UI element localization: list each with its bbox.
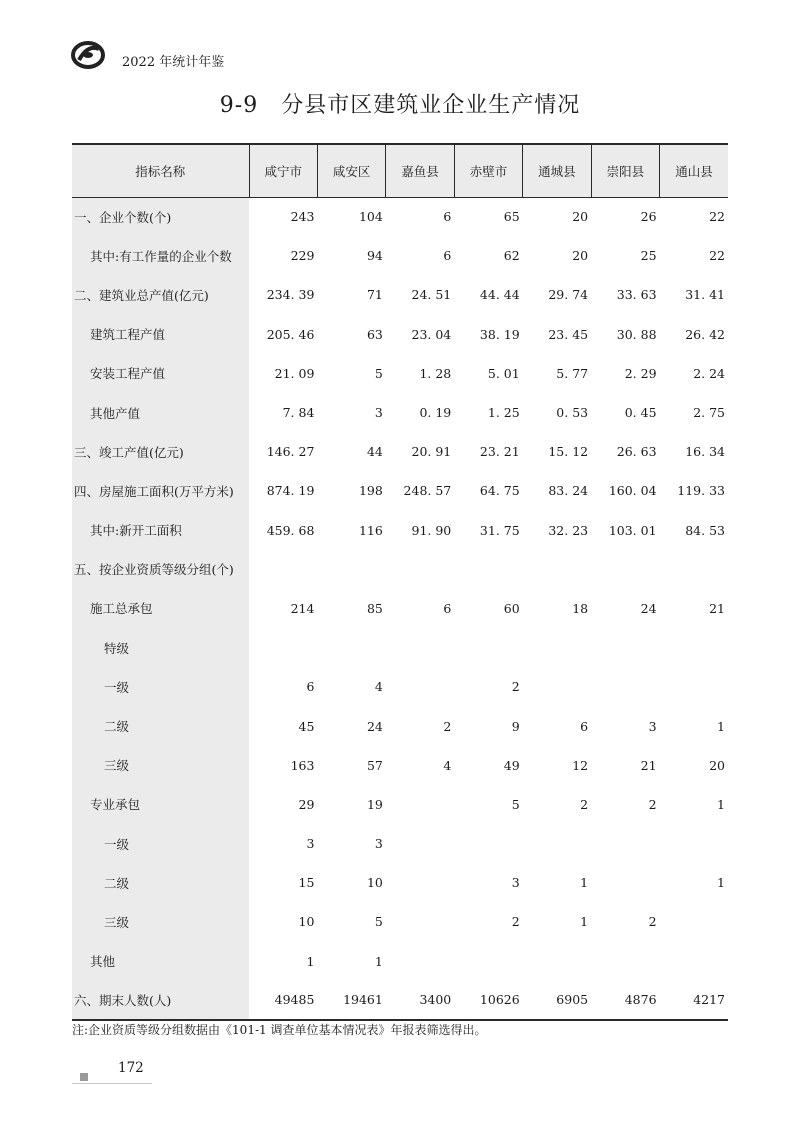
yearbook-header-label: 2022 年统计年鉴 <box>122 55 225 70</box>
table-cell <box>591 863 659 902</box>
table-row <box>72 628 728 667</box>
table-row <box>72 354 728 393</box>
table-cell: 104 <box>358 209 383 225</box>
table-cell <box>386 902 454 941</box>
table-cell <box>523 824 591 863</box>
table-cell: 63 <box>366 326 383 342</box>
table-cell <box>523 550 591 589</box>
column-header: 咸宁市 <box>249 144 317 197</box>
row-label: 四、房屋施工面积(万平方米) <box>72 471 249 510</box>
table-cell: 2 <box>511 914 520 930</box>
table-cell: 24 <box>366 718 383 734</box>
table-header-row <box>72 144 728 197</box>
table-cell: 2. 24 <box>693 365 725 381</box>
table-cell: 15 <box>298 875 315 891</box>
table-cell: 83. 24 <box>548 483 589 499</box>
table-cell: 26. 42 <box>685 326 725 342</box>
table-cell: 30. 88 <box>616 326 657 342</box>
table-cell: 57 <box>366 757 383 773</box>
table-row <box>72 197 728 236</box>
column-header: 崇阳县 <box>591 144 659 197</box>
table-cell <box>591 667 659 706</box>
table-cell: 31. 75 <box>479 522 520 538</box>
row-label: 其他 <box>72 942 249 981</box>
row-label: 二级 <box>72 863 249 902</box>
table-cell <box>591 824 659 863</box>
table-cell <box>386 550 454 589</box>
table-cell: 60 <box>503 600 520 616</box>
table-cell: 10626 <box>454 981 522 1020</box>
table-cell: 5. 77 <box>556 365 589 381</box>
page-marker <box>80 1073 88 1081</box>
table-cell: 3 <box>306 836 315 852</box>
table-row <box>72 432 728 471</box>
table-cell: 26 <box>640 209 657 225</box>
table-cell: 71 <box>366 287 383 303</box>
table-cell: 31. 41 <box>685 287 725 303</box>
table-cell: 29 <box>298 796 315 812</box>
table-cell: 2 <box>443 718 452 734</box>
row-label: 其中:新开工面积 <box>72 511 249 550</box>
table-row <box>72 315 728 354</box>
table-cell: 38. 19 <box>479 326 520 342</box>
table-row <box>72 236 728 275</box>
table-cell: 459. 68 <box>266 522 315 538</box>
table-cell: 2. 75 <box>693 405 725 421</box>
page-title: 9-9 分县市区建筑业企业生产情况 <box>219 93 581 118</box>
table-cell: 29. 74 <box>548 287 589 303</box>
table-cell <box>454 628 522 667</box>
row-label: 一级 <box>72 667 249 706</box>
table-cell: 33. 63 <box>616 287 657 303</box>
table-cell: 23. 21 <box>479 444 520 460</box>
table-cell: 0. 19 <box>419 405 452 421</box>
table-cell: 1 <box>306 953 315 969</box>
table-cell: 20. 91 <box>411 444 452 460</box>
table-cell: 163 <box>290 757 315 773</box>
table-cell <box>660 667 728 706</box>
table-cell: 94 <box>366 248 383 264</box>
table-cell <box>386 942 454 981</box>
table-cell: 9 <box>511 718 520 734</box>
table-cell: 6 <box>443 209 452 225</box>
table-row <box>72 667 728 706</box>
table-cell: 65 <box>503 209 520 225</box>
table-cell: 198 <box>358 483 383 499</box>
table-cell: 16. 34 <box>685 444 725 460</box>
table-cell: 49485 <box>249 981 317 1020</box>
table-row <box>72 863 728 902</box>
table-cell: 4217 <box>660 981 728 1020</box>
footer-rule <box>72 1083 152 1084</box>
table-cell <box>317 550 385 589</box>
table-row <box>72 824 728 863</box>
table-cell: 6 <box>443 600 452 616</box>
table-cell: 214 <box>290 600 315 616</box>
row-label: 五、按企业资质等级分组(个) <box>72 550 249 589</box>
table-cell: 3 <box>374 405 383 421</box>
table-cell: 103. 01 <box>608 522 657 538</box>
table-cell: 5 <box>374 914 383 930</box>
row-label: 安装工程产值 <box>72 354 249 393</box>
table-cell: 23. 04 <box>411 326 452 342</box>
table-cell: 119. 33 <box>677 483 725 499</box>
row-label: 一、企业个数(个) <box>72 197 249 236</box>
table-cell: 44. 44 <box>479 287 520 303</box>
table-cell <box>249 628 317 667</box>
row-label: 特级 <box>72 628 249 667</box>
table-cell: 4 <box>374 679 383 695</box>
table-cell: 10 <box>366 875 383 891</box>
table-cell <box>591 942 659 981</box>
table-cell: 0. 45 <box>624 405 657 421</box>
table-cell: 24 <box>640 600 657 616</box>
table-cell: 32. 23 <box>548 522 589 538</box>
table-cell: 62 <box>503 248 520 264</box>
table-row <box>72 981 728 1020</box>
page-number: 172 <box>118 1060 144 1076</box>
table-cell <box>660 824 728 863</box>
table-cell <box>454 824 522 863</box>
table-cell: 15. 12 <box>548 444 589 460</box>
table-footnote: 注:企业资质等级分组数据由《101-1 调查单位基本情况表》年报表筛选得出。 <box>72 1023 487 1037</box>
table-row <box>72 275 728 314</box>
table-cell: 0. 53 <box>556 405 589 421</box>
table-cell <box>386 667 454 706</box>
table-cell: 4876 <box>591 981 659 1020</box>
table-cell: 85 <box>366 600 383 616</box>
table-cell <box>660 550 728 589</box>
table-cell <box>454 550 522 589</box>
table-cell <box>660 902 728 941</box>
table-cell: 21 <box>640 757 657 773</box>
table-cell: 1 <box>717 796 725 812</box>
row-label: 一级 <box>72 824 249 863</box>
table-cell <box>591 550 659 589</box>
table-cell: 1 <box>580 875 589 891</box>
table-cell: 18 <box>572 600 589 616</box>
table-cell: 3 <box>648 718 657 734</box>
table-cell: 4 <box>443 757 452 773</box>
table-cell: 12 <box>572 757 589 773</box>
table-cell: 5 <box>374 365 383 381</box>
table-cell: 20 <box>709 757 725 773</box>
column-header: 指标名称 <box>72 144 249 197</box>
row-label: 二级 <box>72 706 249 745</box>
table-cell: 6905 <box>523 981 591 1020</box>
table-row <box>72 550 728 589</box>
table-cell: 2 <box>648 796 657 812</box>
table-cell: 21. 09 <box>274 365 315 381</box>
table-cell: 2 <box>580 796 589 812</box>
column-header: 通山县 <box>660 144 728 197</box>
table-cell: 22 <box>709 209 725 225</box>
table-row <box>72 393 728 432</box>
table-body <box>72 197 728 1020</box>
row-label: 六、期末人数(人) <box>72 981 249 1020</box>
table-cell: 49 <box>503 757 520 773</box>
row-label: 二、建筑业总产值(亿元) <box>72 275 249 314</box>
table-cell: 116 <box>358 522 383 538</box>
yearbook-logo-icon <box>70 40 106 70</box>
table-cell: 7. 84 <box>282 405 315 421</box>
table-cell: 20 <box>572 209 589 225</box>
table-row <box>72 785 728 824</box>
table-cell: 19 <box>366 796 383 812</box>
table-cell: 2. 29 <box>624 365 657 381</box>
column-header: 嘉鱼县 <box>386 144 454 197</box>
table-cell: 23. 45 <box>548 326 589 342</box>
table-cell: 248. 57 <box>403 483 452 499</box>
table-cell: 19461 <box>317 981 385 1020</box>
table-cell <box>660 628 728 667</box>
row-label: 三级 <box>72 746 249 785</box>
table-cell: 44 <box>366 444 383 460</box>
table-cell: 1. 25 <box>487 405 520 421</box>
table-cell: 6 <box>580 718 589 734</box>
table-cell: 64. 75 <box>479 483 520 499</box>
table-row <box>72 471 728 510</box>
table-cell: 3 <box>511 875 520 891</box>
row-label: 专业承包 <box>72 785 249 824</box>
table-cell: 21 <box>709 600 725 616</box>
table-cell <box>591 628 659 667</box>
table-row <box>72 511 728 550</box>
table-row <box>72 706 728 745</box>
table-cell: 234. 39 <box>266 287 315 303</box>
table-cell <box>454 942 522 981</box>
table-cell <box>317 628 385 667</box>
table-cell: 1. 28 <box>419 365 452 381</box>
table-cell <box>523 942 591 981</box>
table-cell <box>386 785 454 824</box>
table-cell: 160. 04 <box>608 483 657 499</box>
table-cell: 1 <box>580 914 589 930</box>
row-label: 三级 <box>72 902 249 941</box>
table-cell: 6 <box>443 248 452 264</box>
table-cell: 22 <box>709 248 725 264</box>
column-header: 咸安区 <box>317 144 385 197</box>
table-cell <box>386 863 454 902</box>
column-header: 通城县 <box>523 144 591 197</box>
table-cell: 5. 01 <box>487 365 520 381</box>
table-cell: 10 <box>298 914 315 930</box>
table-row <box>72 942 728 981</box>
table-cell: 3 <box>374 836 383 852</box>
table-cell: 2 <box>511 679 520 695</box>
row-label: 三、竣工产值(亿元) <box>72 432 249 471</box>
table-row <box>72 902 728 941</box>
table-cell: 243 <box>290 209 315 225</box>
table-cell <box>249 550 317 589</box>
table-cell: 45 <box>298 718 315 734</box>
table-cell: 91. 90 <box>411 522 452 538</box>
row-label: 其他产值 <box>72 393 249 432</box>
table-cell: 5 <box>511 796 520 812</box>
table-cell: 1 <box>717 718 725 734</box>
table-cell <box>660 942 728 981</box>
table-row <box>72 589 728 628</box>
table-cell: 20 <box>572 248 589 264</box>
table-cell: 229 <box>290 248 315 264</box>
table-cell: 3400 <box>386 981 454 1020</box>
row-label: 建筑工程产值 <box>72 315 249 354</box>
row-label: 其中:有工作量的企业个数 <box>72 236 249 275</box>
table-cell: 146. 27 <box>266 444 315 460</box>
table-cell <box>523 667 591 706</box>
row-label: 施工总承包 <box>72 589 249 628</box>
table-cell: 205. 46 <box>266 326 315 342</box>
table-cell <box>523 628 591 667</box>
statistics-table <box>72 143 728 1021</box>
table-cell: 1 <box>374 953 383 969</box>
table-cell: 24. 51 <box>411 287 452 303</box>
table-row <box>72 746 728 785</box>
table-cell <box>386 824 454 863</box>
table-cell: 84. 53 <box>685 522 725 538</box>
table-cell: 874. 19 <box>266 483 315 499</box>
table-cell: 25 <box>640 248 657 264</box>
table-cell: 6 <box>306 679 315 695</box>
column-header: 赤壁市 <box>454 144 522 197</box>
table-cell: 1 <box>717 875 725 891</box>
table-cell <box>386 628 454 667</box>
table-cell: 2 <box>648 914 657 930</box>
table-cell: 26. 63 <box>616 444 657 460</box>
